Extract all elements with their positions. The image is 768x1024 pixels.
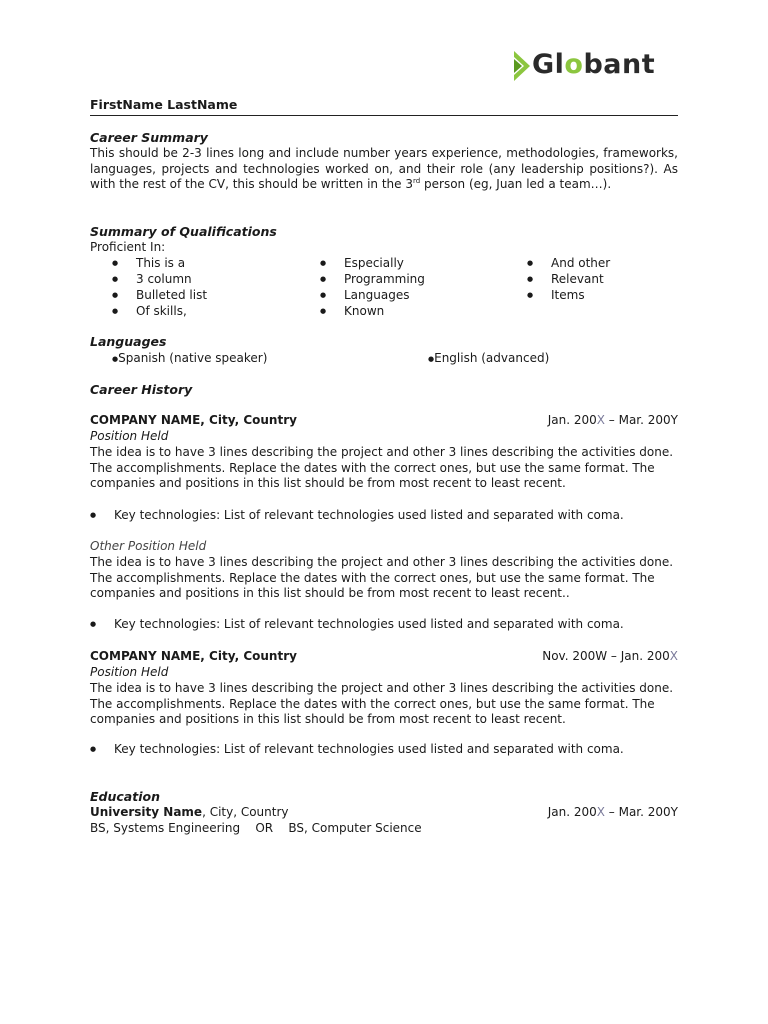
career-summary-text: This should be 2-3 lines long and include number years experience, methodologies, frameworks, languages, projects and technologies worked on, and their role (any leadership positions?). As with the rest of the CV, this should be written in the 3rd person (eg, Juan led a team…).: [90, 146, 678, 191]
position-description: The idea is to have 3 lines describing the project and other 3 lines describing the activities done. The accomplishments. Replace the dates with the correct ones, but use the same format. The companies and positions in this list should be from most recent to least recent.: [90, 681, 674, 726]
job-dates: Nov. 200W – Jan. 200X: [542, 649, 678, 663]
list-item: ● Especially: [320, 256, 425, 272]
candidate-name: FirstName LastName: [90, 97, 678, 116]
proficient-in-label: Proficient In:: [90, 240, 166, 254]
position-description: The idea is to have 3 lines describing the project and other 3 lines describing the activities done. The accomplishments. Replace the dates with the correct ones, but use the same format. The companies and positions in this list should be from most recent to least recent..: [90, 555, 674, 600]
language-item: ●Spanish (native speaker): [112, 351, 268, 365]
job-company: COMPANY NAME, City, Country Nov. 200W – Jan. 200X: [90, 649, 678, 663]
degree-line: BS, Systems Engineering OR BS, Computer Science: [90, 821, 422, 835]
list-item: ● Relevant: [527, 272, 610, 288]
list-item: ● And other: [527, 256, 610, 272]
education-title: Education: [90, 789, 160, 804]
logo-text: Globant: [532, 49, 656, 80]
skills-column-3: [527, 256, 610, 304]
university-row: University Name, City, Country Jan. 200X – Mar. 200Y: [90, 805, 678, 819]
career-summary-title: Career Summary: [90, 130, 208, 145]
position-title: Position Held: [90, 429, 169, 443]
chevron-arrow-icon: [512, 51, 532, 81]
language-item: ●English (advanced): [428, 351, 550, 365]
job-company: COMPANY NAME, City, Country Jan. 200X – Mar. 200Y: [90, 413, 678, 427]
languages-title: Languages: [90, 334, 167, 349]
list-item: ● Of skills,: [112, 304, 207, 320]
skills-column-2: [320, 256, 425, 320]
key-technologies: ● Key technologies: List of relevant technologies used listed and separated with coma.: [90, 508, 678, 524]
list-item: ● Known: [320, 304, 425, 320]
skills-column-1: [112, 256, 207, 320]
list-item: ● Programming: [320, 272, 425, 288]
job-dates: Jan. 200X – Mar. 200Y: [547, 413, 678, 427]
career-history-title: Career History: [90, 382, 193, 397]
globant-logo: [512, 49, 682, 83]
qualifications-title: Summary of Qualifications: [90, 224, 277, 239]
list-item: ● Languages: [320, 288, 425, 304]
list-item: ● Bulleted list: [112, 288, 207, 304]
list-item: ● 3 column: [112, 272, 207, 288]
list-item: ● This is a: [112, 256, 207, 272]
education-dates: Jan. 200X – Mar. 200Y: [547, 805, 678, 819]
position-description: The idea is to have 3 lines describing the project and other 3 lines describing the activities done. The accomplishments. Replace the dates with the correct ones, but use the same format. The companies and positions in this list should be from most recent to least recent.: [90, 445, 674, 490]
key-technologies: ● Key technologies: List of relevant technologies used listed and separated with coma.: [90, 617, 678, 633]
list-item: ● Items: [527, 288, 610, 304]
key-technologies: ● Key technologies: List of relevant technologies used listed and separated with coma.: [90, 742, 678, 758]
position-title: Position Held: [90, 665, 169, 679]
position-title: Other Position Held: [90, 539, 207, 553]
